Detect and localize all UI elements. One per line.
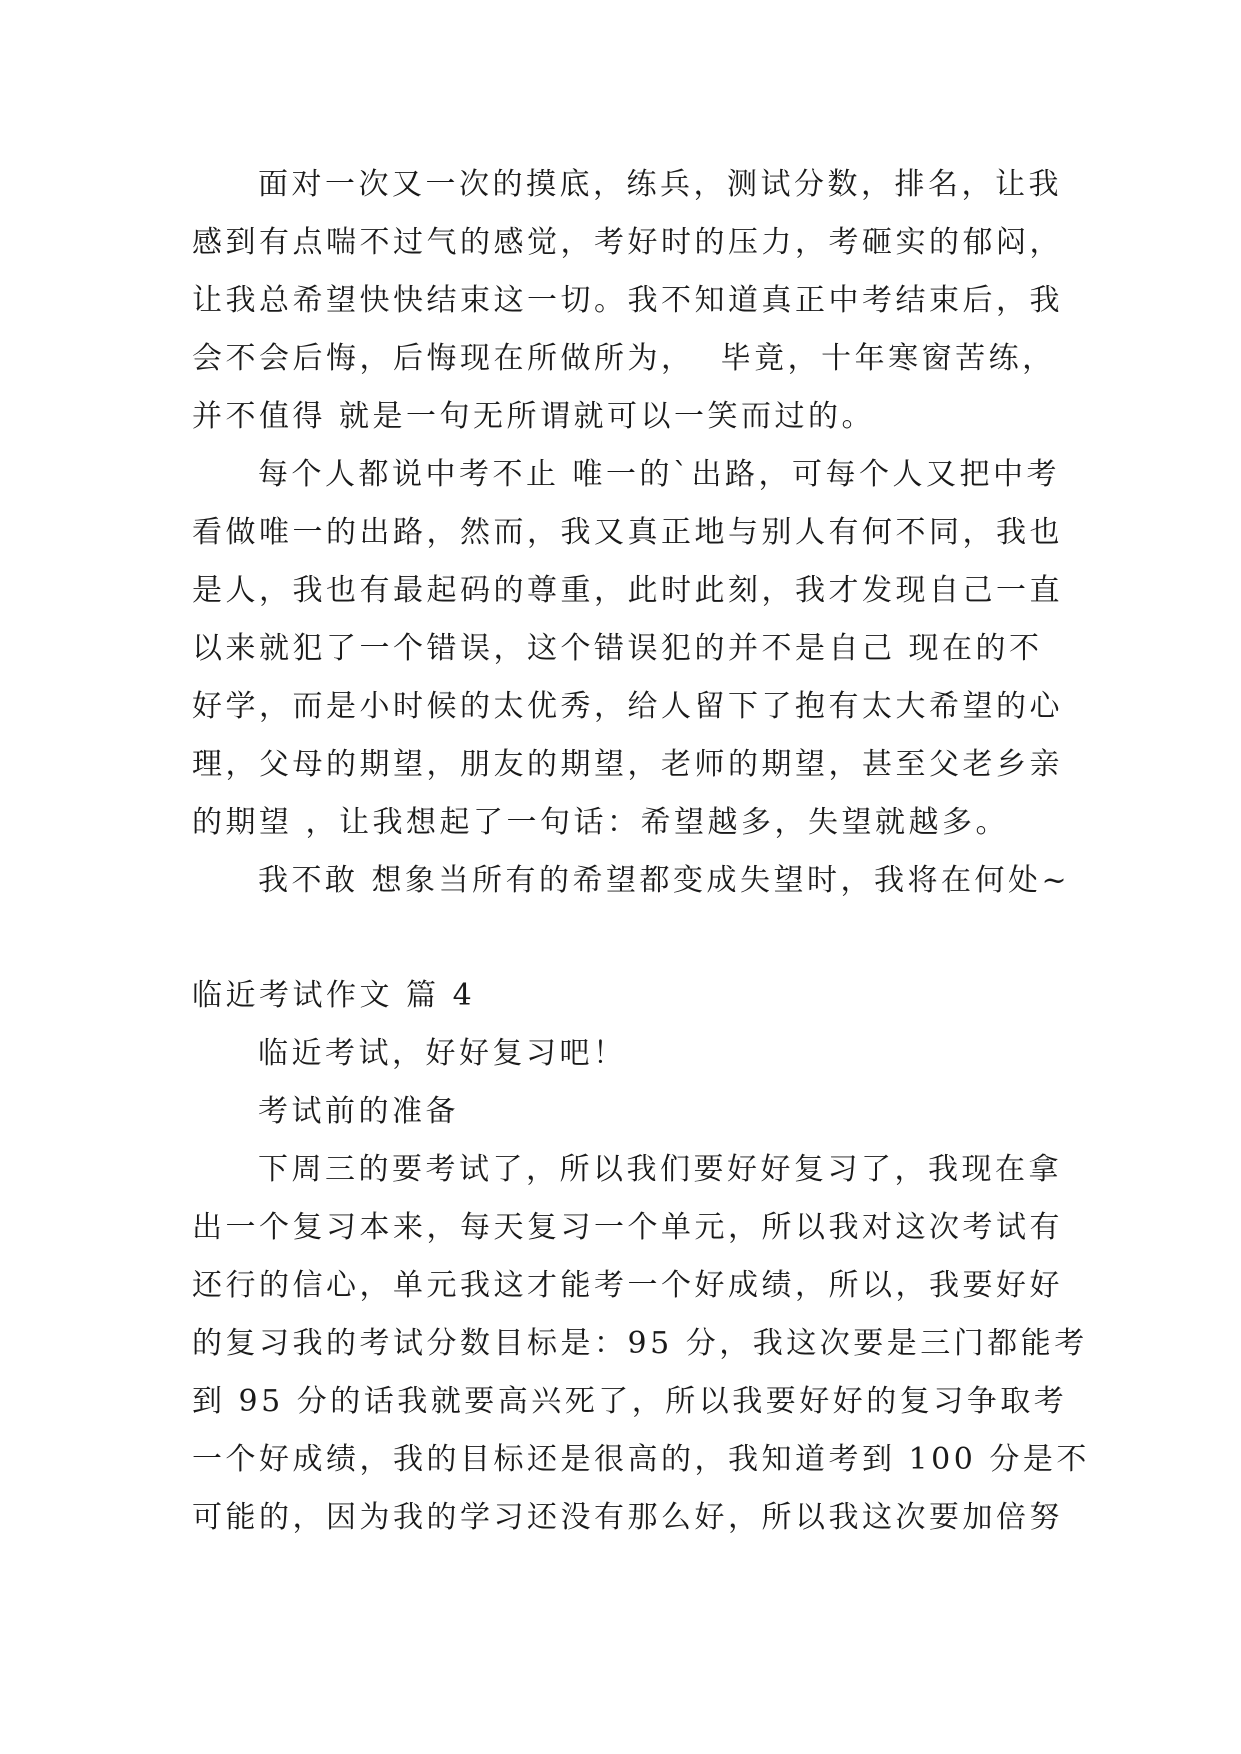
text-line: 的期望 ，让我想起了一句话：希望越多，失望就越多。	[192, 805, 1010, 840]
section-heading: 临近考试作文 篇 4	[192, 978, 476, 1013]
text-line: 下周三的要考试了，所以我们要好好复习了，我现在拿	[258, 1152, 1062, 1187]
text-line: 以来就犯了一个错误，这个错误犯的并不是自己 现在的不	[192, 631, 1043, 666]
text-line: 的复习我的考试分数目标是：95 分，我这次要是三门都能考	[192, 1326, 1088, 1361]
text-line: 每个人都说中考不止 唯一的`出路，可每个人又把中考	[258, 457, 1061, 492]
text-line: 一个好成绩，我的目标还是很高的，我知道考到 100 分是不	[192, 1442, 1090, 1477]
text-line: 看做唯一的出路，然而，我又真正地与别人有何不同，我也	[192, 515, 1063, 550]
text-line: 是人，我也有最起码的尊重，此时此刻，我才发现自己一直	[192, 573, 1063, 608]
text-line: 让我总希望快快结束这一切。我不知道真正中考结束后，我	[192, 283, 1063, 318]
text-line: 并不值得 就是一句无所谓就可以一笑而过的。	[192, 399, 876, 434]
text-line: 还行的信心，单元我这才能考一个好成绩，所以，我要好好	[192, 1268, 1063, 1303]
text-line: 好学，而是小时候的太优秀，给人留下了抱有太大希望的心	[192, 689, 1063, 724]
text-line: 我不敢 想象当所有的希望都变成失望时，我将在何处~	[258, 863, 1071, 898]
text-line: 出一个复习本来，每天复习一个单元，所以我对这次考试有	[192, 1210, 1063, 1245]
text-line: 理，父母的期望，朋友的期望，老师的期望，甚至父老乡亲	[192, 747, 1063, 782]
text-line: 感到有点喘不过气的感觉，考好时的压力，考砸实的郁闷，	[192, 225, 1063, 260]
text-line: 到 95 分的话我就要高兴死了，所以我要好好的复习争取考	[192, 1384, 1068, 1419]
text-line: 面对一次又一次的摸底，练兵，测试分数，排名，让我	[258, 167, 1062, 202]
text-line: 可能的，因为我的学习还没有那么好，所以我这次要加倍努	[192, 1500, 1063, 1535]
text-line: 会不会后悔，后悔现在所做所为， 毕竟，十年寒窗苦练，	[192, 341, 1056, 376]
text-line: 考试前的准备	[258, 1094, 459, 1129]
text-line: 临近考试，好好复习吧！	[258, 1036, 627, 1071]
